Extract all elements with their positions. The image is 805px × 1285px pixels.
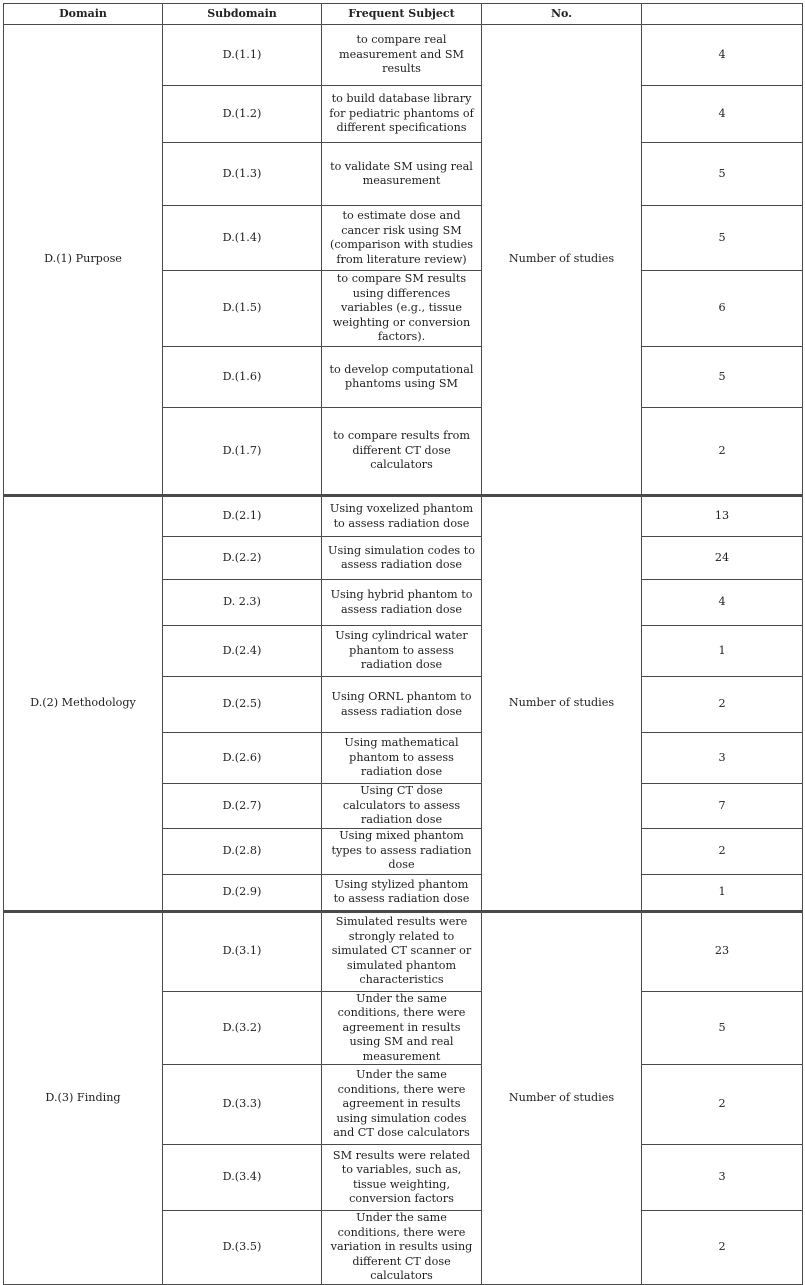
subject-cell: Using simulation codes to assess radiation dose: [322, 537, 482, 580]
subdomain-cell: D.(2.8): [163, 828, 322, 874]
count-cell: 2: [642, 408, 803, 496]
domain-cell: D.(1) Purpose: [4, 25, 163, 496]
header-domain: Domain: [4, 4, 163, 25]
count-cell: 1: [642, 626, 803, 677]
subdomain-cell: D.(1.6): [163, 347, 322, 408]
count-cell: 4: [642, 86, 803, 143]
subdomain-cell: D.(1.2): [163, 86, 322, 143]
subject-cell: Using ORNL phantom to assess radiation dose: [322, 677, 482, 733]
subdomain-cell: D.(1.7): [163, 408, 322, 496]
subject-cell: Under the same conditions, there were agreement in results using SM and real measurement: [322, 991, 482, 1065]
subject-cell: Using voxelized phantom to assess radiation dose: [322, 496, 482, 537]
domain-cell: D.(3) Finding: [4, 911, 163, 1284]
subject-cell: Using CT dose calculators to assess radiation dose: [322, 784, 482, 829]
subject-cell: to build database library for pediatric phantoms of different specifications: [322, 86, 482, 143]
count-cell: 4: [642, 580, 803, 626]
count-cell: 2: [642, 828, 803, 874]
header-value: [642, 4, 803, 25]
table-row: [4, 25, 803, 86]
count-cell: 4: [642, 25, 803, 86]
subdomain-cell: D.(1.1): [163, 25, 322, 86]
subject-cell: to compare real measurement and SM results: [322, 25, 482, 86]
count-cell: 7: [642, 784, 803, 829]
header-subdomain: Subdomain: [163, 4, 322, 25]
count-cell: 5: [642, 143, 803, 206]
subdomain-cell: D.(2.6): [163, 733, 322, 784]
subject-cell: to compare results from different CT dose calculators: [322, 408, 482, 496]
subdomain-cell: D.(2.7): [163, 784, 322, 829]
subdomain-cell: D.(2.1): [163, 496, 322, 537]
subject-cell: Using hybrid phantom to assess radiation dose: [322, 580, 482, 626]
count-cell: 5: [642, 991, 803, 1065]
subdomain-cell: D.(3.5): [163, 1211, 322, 1285]
header-frequent-subject: Frequent Subject: [322, 4, 482, 25]
count-cell: 3: [642, 733, 803, 784]
number-label-cell: Number of studies: [482, 911, 642, 1284]
subdomain-cell: D. 2.3): [163, 580, 322, 626]
count-cell: 2: [642, 1065, 803, 1145]
number-label-cell: Number of studies: [482, 496, 642, 912]
header-number: No.: [482, 4, 642, 25]
subject-cell: to develop computational phantoms using SM: [322, 347, 482, 408]
table-row: [4, 496, 803, 537]
count-cell: 3: [642, 1145, 803, 1211]
count-cell: 23: [642, 911, 803, 991]
subject-cell: to estimate dose and cancer risk using SM (comparison with studies from literature review): [322, 206, 482, 271]
subject-cell: to compare SM results using differences variables (e.g., tissue weighting or conversion factors).: [322, 271, 482, 347]
subject-cell: Simulated results were strongly related to simulated CT scanner or simulated phantom characteristics: [322, 911, 482, 991]
count-cell: 1: [642, 874, 803, 911]
subdomain-cell: D.(3.4): [163, 1145, 322, 1211]
subject-cell: Using stylized phantom to assess radiation dose: [322, 874, 482, 911]
studies-table: [3, 3, 803, 1285]
subject-cell: Under the same conditions, there were variation in results using different CT dose calculators: [322, 1211, 482, 1285]
count-cell: 2: [642, 1211, 803, 1285]
subdomain-cell: D.(1.3): [163, 143, 322, 206]
count-cell: 2: [642, 677, 803, 733]
subdomain-cell: D.(3.3): [163, 1065, 322, 1145]
subdomain-cell: D.(2.4): [163, 626, 322, 677]
subdomain-cell: D.(1.5): [163, 271, 322, 347]
count-cell: 6: [642, 271, 803, 347]
subdomain-cell: D.(3.2): [163, 991, 322, 1065]
subject-cell: Using mathematical phantom to assess radiation dose: [322, 733, 482, 784]
count-cell: 13: [642, 496, 803, 537]
subject-cell: Under the same conditions, there were agreement in results using simulation codes and CT dose calculators: [322, 1065, 482, 1145]
subdomain-cell: D.(2.5): [163, 677, 322, 733]
count-cell: 24: [642, 537, 803, 580]
table-row: [4, 911, 803, 991]
subject-cell: to validate SM using real measurement: [322, 143, 482, 206]
header-row: [4, 4, 803, 25]
number-label-cell: Number of studies: [482, 25, 642, 496]
subject-cell: Using cylindrical water phantom to assess radiation dose: [322, 626, 482, 677]
subject-cell: SM results were related to variables, such as, tissue weighting, conversion factors: [322, 1145, 482, 1211]
count-cell: 5: [642, 347, 803, 408]
subdomain-cell: D.(3.1): [163, 911, 322, 991]
domain-cell: D.(2) Methodology: [4, 496, 163, 912]
subdomain-cell: D.(2.2): [163, 537, 322, 580]
subject-cell: Using mixed phantom types to assess radiation dose: [322, 828, 482, 874]
count-cell: 5: [642, 206, 803, 271]
subdomain-cell: D.(1.4): [163, 206, 322, 271]
subdomain-cell: D.(2.9): [163, 874, 322, 911]
